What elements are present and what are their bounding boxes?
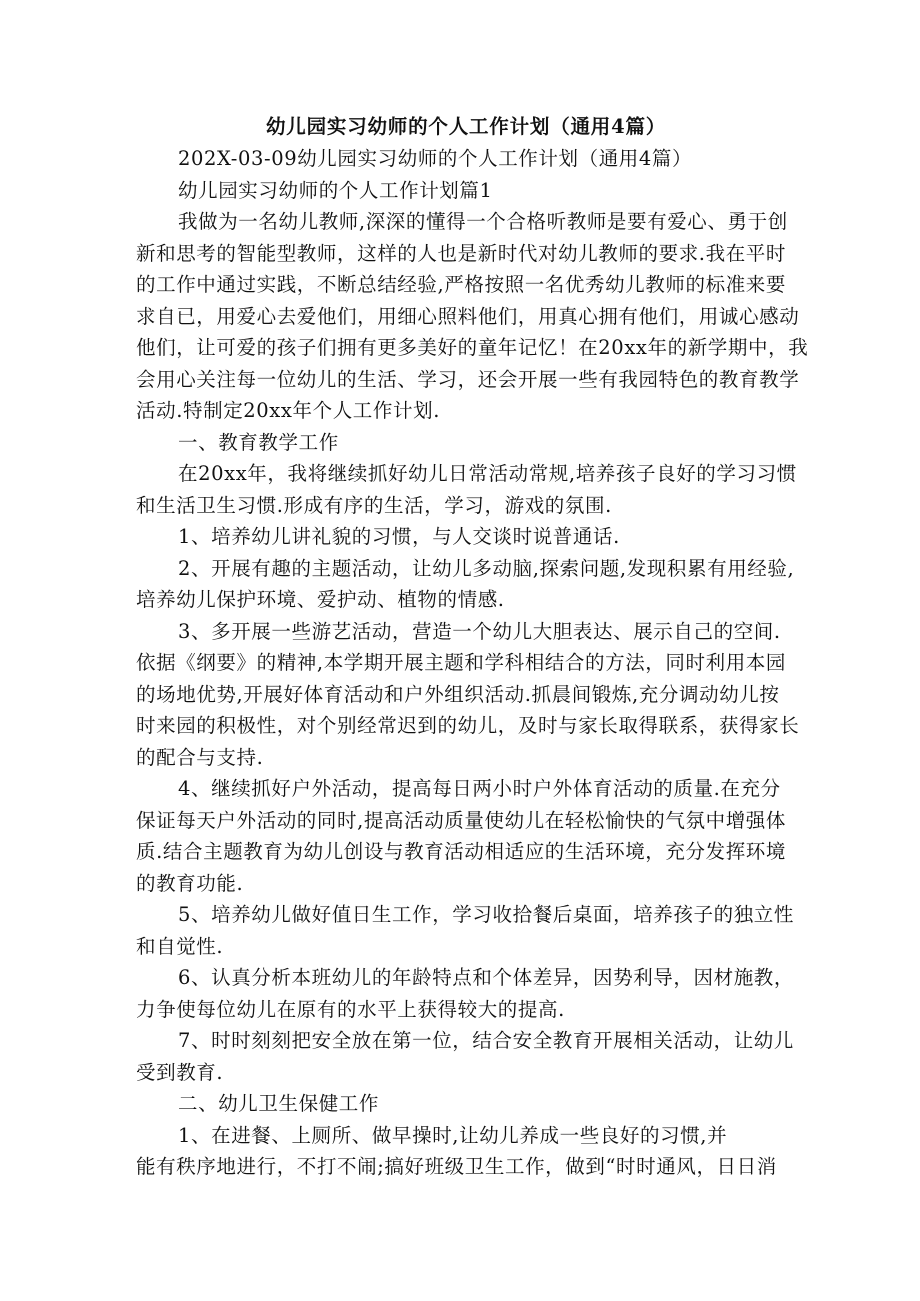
paragraph-line: 活动.特制定20xx年个人工作计划.	[136, 399, 441, 422]
paragraph-line: 在20xx年，我将继续抓好幼儿日常活动常规,培养孩子良好的学习习惯	[178, 462, 797, 485]
list-item: 2、开展有趣的主题活动，让幼儿多动脑,探索问题,发现积累有用经验,	[178, 557, 795, 580]
paragraph-line: 的场地优势,开展好体育活动和户外组织活动.抓晨间锻炼,充分调动幼儿按	[136, 683, 780, 706]
paragraph-line: 和自觉性.	[136, 935, 224, 958]
section-heading-health: 二、幼儿卫生保健工作	[178, 1092, 380, 1115]
paragraph-line: 会用心关注每一位幼儿的生活、学习，还会开展一些有我园特色的教育教学	[136, 368, 800, 391]
list-item: 4、继续抓好户外活动，提高每日两小时户外体育活动的质量.在充分	[178, 777, 781, 800]
paragraph-line: 的教育功能.	[136, 872, 244, 895]
list-item: 7、时时刻刻把安全放在第一位，结合安全教育开展相关活动，让幼儿	[178, 1029, 795, 1052]
paragraph-line: 和生活卫生习惯.形成有序的生活，学习，游戏的氛围.	[136, 494, 612, 517]
paragraph-line: 保证每天户外活动的同时,提高活动质量使幼儿在轻松愉快的气氛中增强体	[136, 809, 786, 832]
date-subtitle-line: 202X-03-09幼儿园实习幼师的个人工作计划（通用4篇）	[178, 147, 693, 170]
paragraph-line: 质.结合主题教育为幼儿创设与教育活动相适应的生活环境，充分发挥环境	[136, 840, 786, 863]
paragraph-line: 力争使每位幼儿在原有的水平上获得较大的提高.	[136, 998, 565, 1021]
paragraph-line: 他们，让可爱的孩子们拥有更多美好的童年记忆！在20xx年的新学期中，我	[136, 336, 809, 359]
paragraph-line: 培养幼儿保护环境、爱护动、植物的情感.	[136, 588, 505, 611]
section-heading-1: 幼儿园实习幼师的个人工作计划篇1	[178, 179, 493, 202]
paragraph-line: 时来园的积极性，对个别经常迟到的幼儿，及时与家长取得联系，获得家长	[136, 714, 800, 737]
paragraph-line: 我做为一名幼儿教师,深深的懂得一个合格听教师是要有爱心、勇于创	[178, 210, 788, 233]
list-item: 6、认真分析本班幼儿的年龄特点和个体差异，因势利导，因材施教，	[178, 966, 795, 989]
paragraph-line: 依据《纲要》的精神,本学期开展主题和学科相结合的方法，同时利用本园	[136, 651, 786, 674]
paragraph-line: 求自已，用爱心去爱他们，用细心照料他们，用真心拥有他们，用诚心感动	[136, 305, 800, 328]
document-title: 幼儿园实习幼师的个人工作计划（通用4篇）	[266, 115, 667, 138]
section-heading-teaching: 一、教育教学工作	[178, 431, 339, 454]
paragraph-line: 能有秩序地进行，不打不闹;搞好班级卫生工作，做到“时时通风，日日消	[136, 1155, 777, 1178]
list-item: 5、培养幼儿做好值日生工作，学习收拾餐后桌面，培养孩子的独立性	[178, 903, 795, 926]
paragraph-line: 的工作中通过实践，不断总结经验,严格按照一名优秀幼儿教师的标准来要	[136, 273, 786, 296]
list-item: 1、培养幼儿讲礼貌的习惯，与人交谈时说普通话.	[178, 525, 620, 548]
paragraph-line: 受到教育.	[136, 1061, 224, 1084]
list-item: 1、在进餐、上厕所、做早操时,让幼儿养成一些良好的习惯,并	[178, 1124, 728, 1147]
list-item: 3、多开展一些游艺活动，营造一个幼儿大胆表达、展示自己的空间.	[178, 620, 781, 643]
paragraph-line: 新和思考的智能型教师，这样的人也是新时代对幼儿教师的要求.我在平时	[136, 242, 786, 265]
paragraph-line: 的配合与支持.	[136, 746, 264, 769]
